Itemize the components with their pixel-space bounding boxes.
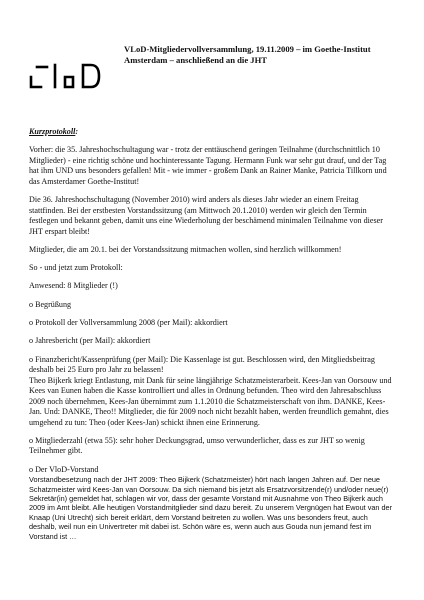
paragraph: o Protokoll der Vollversammlung 2008 (per Mail): akkordiert: [29, 318, 228, 328]
section-heading-colon: :: [75, 127, 79, 136]
section-heading: [29, 127, 395, 138]
document-title: VLoD-Mitgliedervollversammlung, 19.11.2009 – im Goethe-Institut Amsterdam – anschließend an die JHT: [124, 44, 371, 65]
paragraph: o Jahresbericht (per Mail): akkordiert: [29, 336, 151, 346]
vlod-section-title: o Der VloD-Vorstand: [29, 464, 99, 474]
vlod-logo-icon: [29, 63, 101, 89]
paragraph: o Mitgliederzahl (etwa 55): sehr hoher Deckungsgrad, umso verwunderlicher, dass es zur JHT so wenig Teilnehmer gibt.: [29, 435, 365, 456]
paragraph: o Begrüßung: [29, 299, 72, 309]
paragraph: Mitglieder, die am 20.1. bei der Vorstandssitzung mitmachen wollen, sind herzlich willkommen!: [29, 244, 342, 254]
paragraph: Vorher: die 35. Jahreshochschultagung war - trotz der enttäuschend geringen Teilnahme (durchschnittlich 10 Mitglieder) - eine richtig schöne und hochinteressante Tagung. Hermann Funk war sehr gut drauf, und der Tag hat ihm UND uns besonders gefallen! Mit - wie immer - großem Dank an Rainer Manke, Patricia Tillkorn und das Amsterdamer Goethe-Institut!: [29, 145, 387, 186]
paragraph: Anwesend: 8 Mitglieder (!): [29, 281, 118, 291]
paragraph: o Finanzbericht/Kassenprüfung (per Mail): Die Kassenlage ist gut. Beschlossen wird, den Mitgliedsbeitrag deshalb bei 25 Euro pro Jahr zu belassen! Theo Bijkerk kriegt Entlastung, mit Dank für seine längjährige Schatzmeisterarbeit. Kees-Jan van Oorsouw und Kees van Eunen haben die Kasse kontrolliert und alles in Ordnung befunden. Theo wird den Jahresabschluss 2009 noch übernehmen, Kees-Jan übernimmt zum 1.1.2010 die Schatzmeisterschaft von ihm. DANKE, Kees-Jan. Und: DANKE, Theo!! Mitglieder, die für 2009 noch nicht bezahlt haben, werden freundlich gemahnt, dies umgehend zu tun: Theo (oder Kees-Jan) schickt ihnen eine Erinnerung.: [29, 354, 392, 427]
paragraph-list: [29, 145, 395, 457]
paragraph: Die 36. Jahreshochschultagung (November 2010) wird anders als dieses Jahr wieder an einem Freitag stattfinden. Bei der erstbesten Vorstandssitzung (am Mittwoch 20.1.2010) werden wir gleich den Termin festlegen und bekannt geben, damit uns eine Wiederholung der beschämend minimalen Teilnahme von dieser JHT erspart bleibt!: [29, 195, 383, 236]
section-heading-text: Kurzprotokoll: [29, 127, 76, 136]
document-body: [29, 127, 395, 541]
paragraph: So - und jetzt zum Protokoll:: [29, 263, 123, 273]
vlod-section: [29, 465, 395, 541]
vlod-section-text: Vorstandbesetzung nach der JHT 2009: Theo Bijkerk (Schatzmeister) hört nach langen Jahren auf. Der neue Schatzmeister wird Kees-Jan van Oorsouw. Da sich niemand bis jetzt als Ersatzvorsitzende(r) und/oder neue(r) Sekretär(in) gemeldet hat, schlagen wir vor, dass der gesamte Vorstand mit Ausnahme von Theo Bijkerk auch 2009 im Amt bleibt. Alle heutigen Vorstandmitglieder sind dazu bereit. Zu unserem Vergnügen hat Ewout van der Knaap (Uni Utrecht) sich bereit erklärt, dem Vorstand beitreten zu wollen. Was uns besonders freut, auch deshalb, weil nun ein Univertreter mit dabei ist. Schön wäre es, wenn auch aus Gouda nun jemand fest im Vorstand ist …: [29, 475, 393, 541]
